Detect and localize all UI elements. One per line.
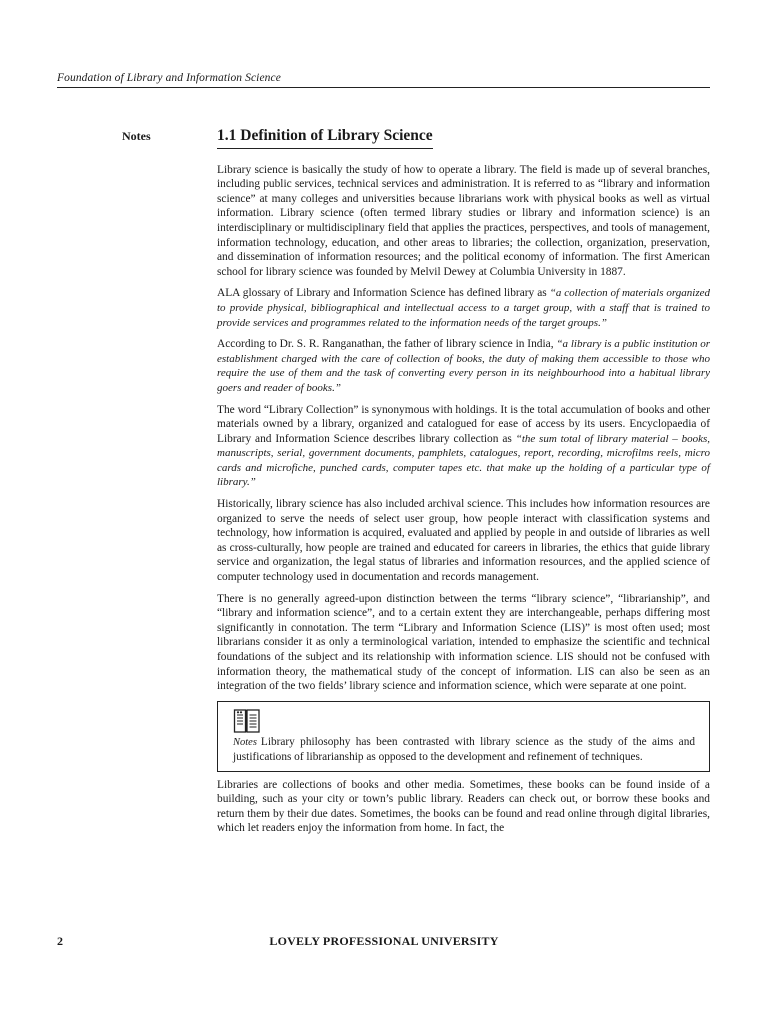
paragraph-4 [217,403,710,491]
paragraph-7: Libraries are collections of books and other media. Sometimes, these books can be found inside of a building, such as your city or town’s public library. Readers can check out, or borrow these books and return them by their due dates. Sometimes, the books can be found and read online through digital libraries, which let readers enjoy the information from home. In fact, the [217,778,710,835]
page-number: 2 [57,934,63,948]
paragraph-2-text: ALA glossary of Library and Information Science has defined library as [217,287,550,300]
main-content [217,127,710,836]
running-header: Foundation of Library and Information Science [57,72,281,84]
footer-university: LOVELY PROFESSIONAL UNIVERSITY [269,934,499,948]
margin-notes-label: Notes [122,129,151,143]
paragraph-1: Library science is basically the study of how to operate a library. The field is made up of several branches, including public services, technical services and administration. It is referred to as “library and information science” at many colleges and universities because librarians work with physical books as well as virtual information. Library science (often termed library studies or library and information science) is an interdisciplinary or multidisciplinary field that applies the practices, perspectives, and tools of management, information technology, education, and other areas to libraries; the collection, organization, preservation, and dissemination of information resources; and the political economy of information. The first American school for library science was founded by Melvil Dewey at Columbia University in 1887. [217,163,710,278]
paragraph-4-quote: “the sum total of library material – books, manuscripts, serial, government documents, pamphlets, catalogues, report, recording, microfilms reels, micro cards and microfiche, punched cards, computer tapes etc. that make up the holding of a particular type of library.” [217,432,711,489]
paragraph-2 [217,286,710,330]
header-rule [57,87,710,88]
paragraph-3-quote: “a library is a public institution or establishment charged with the care of collection of books, the duty of making them accessible to those who require the use of them and the task of converting every person in its neighbourhood into a habitual library goers and reader of books.” [217,338,710,394]
paragraph-3 [217,337,710,395]
notes-box-text: Library philosophy has been contrasted with library science as the study of the aims and justifications of librarianship as opposed to the development and refinement of techniques. [233,735,695,764]
paragraph-2-quote: “a collection of materials organized to provide physical, bibliographical and intellectual access to a target group, with a staff that is trained to provide services and programmes related to the information needs of the target groups.” [217,287,710,329]
notes-box [217,701,710,772]
notes-book-icon [233,708,261,734]
paragraph-5: Historically, library science has also included archival science. This includes how information resources are organized to serve the needs of select user group, how people interact with classification systems and technology, how information is acquired, evaluated and applied by people in and outside of libraries as well as cross-culturally, how people are trained and educated for careers in libraries, the ethics that guide library service and organization, the legal status of libraries and information resources, and the applied science of computer technology used in documentation and records management. [217,498,710,584]
notes-box-label: Notes [233,736,257,748]
paragraph-6: There is no generally agreed-upon distinction between the terms “library science”, “librarianship”, and “library and information science”, and to a certain extent they are interchangeable, perhaps differing most significantly in connotation. The term “Library and Information Science (LIS)” is most often used; most librarians consider it as only a terminological variation, intended to emphasize the scientific and technical foundations of the subject and its relationship with information science. LIS should not be confused with information theory, the mathematical study of the concept of information. LIS can also be seen as an integration of the two fields’ library science and information science, which were separate at one point. [217,592,710,693]
section-title: 1.1 Definition of Library Science [217,127,433,149]
paragraph-4-text: The word “Library Collection” is synonymous with holdings. It is the total accumulation of books and other materials owned by a library, organized and catalogued for ease of access by its users. Encyclopaedia of Library and Information Science describes library collection as [217,403,710,445]
paragraph-3-text: According to Dr. S. R. Ranganathan, the father of library science in India, [217,338,557,351]
